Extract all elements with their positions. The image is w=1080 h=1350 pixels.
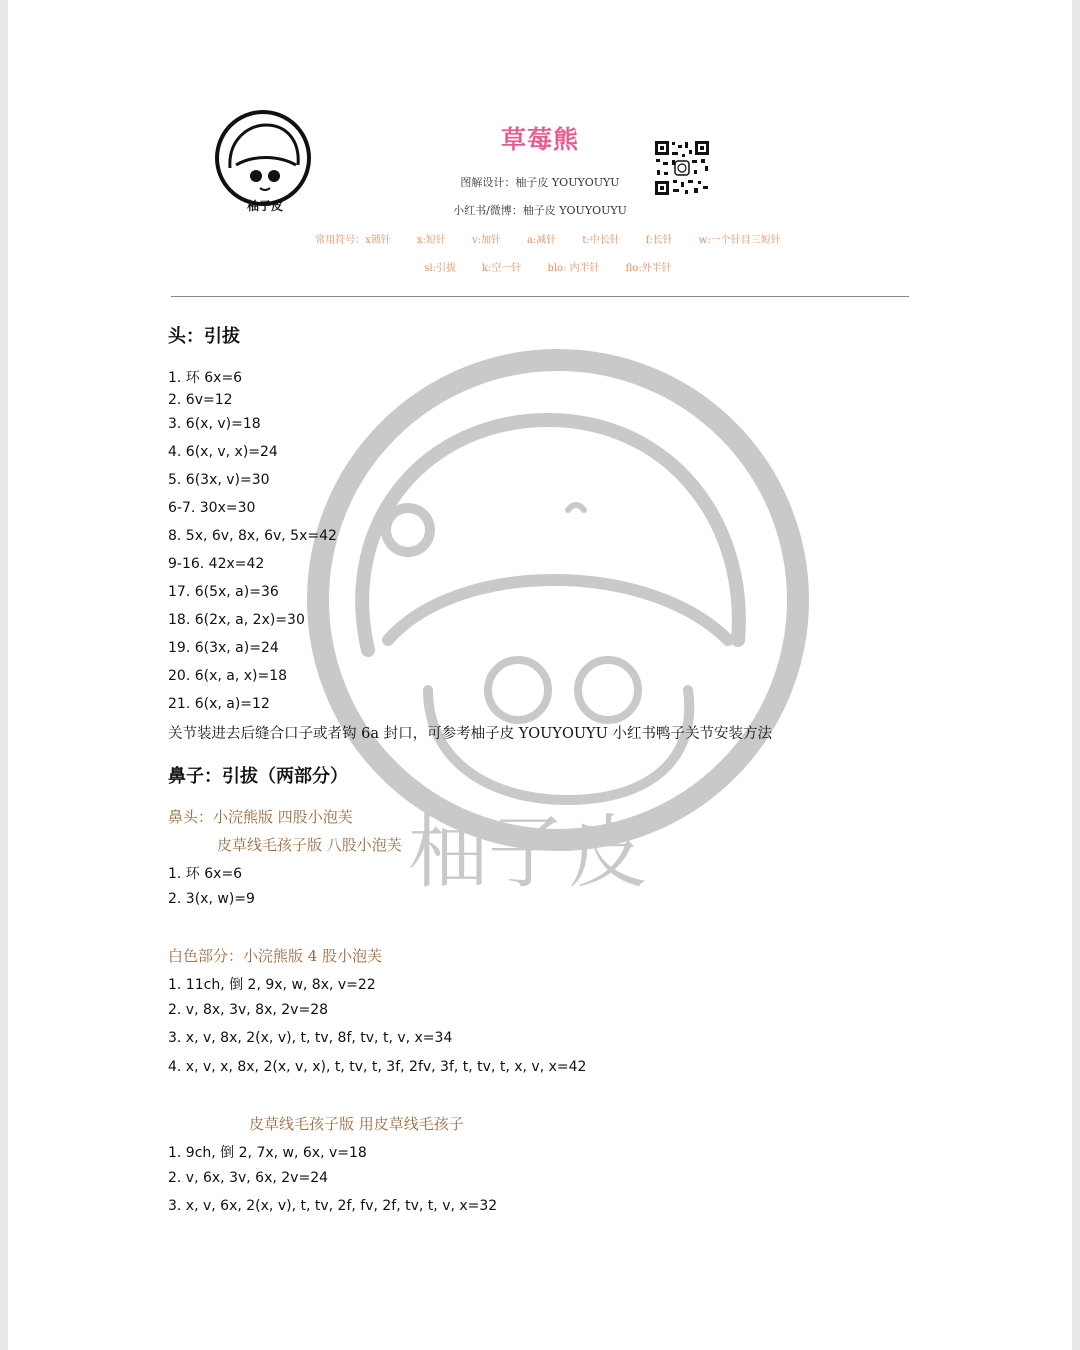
symbol-entry: blo: 内半针 [547, 263, 600, 274]
pattern-row: 17. 6(5x, a)=36 [168, 584, 279, 600]
symbol-legend-row-1 [158, 231, 938, 246]
nose-section-heading: 鼻子：引拔（两部分） [168, 766, 348, 787]
head-section-heading: 头：引拔 [168, 326, 240, 347]
qr-code-icon [654, 140, 710, 196]
pattern-row: 2. 6v=12 [168, 392, 233, 408]
pattern-row: 4. 6(x, v, x)=24 [168, 444, 278, 460]
symbol-entry: w:一个针目三短针 [698, 235, 781, 246]
pattern-row: 6-7. 30x=30 [168, 500, 256, 516]
symbol-entry: flo:外半针 [625, 263, 672, 274]
pattern-row: 2. v, 8x, 3v, 8x, 2v=28 [168, 1002, 329, 1018]
pattern-row: 9-16. 42x=42 [168, 556, 265, 572]
symbol-entry: k:空一针 [482, 263, 522, 274]
joint-note: 关节装进去后缝合口子或者钩 6a 封口，可参考柚子皮 YOUYOUYU 小红书鸭子关节安装方法 [168, 726, 772, 742]
pattern-page [8, 0, 1072, 1350]
pattern-row: 21. 6(x, a)=12 [168, 696, 270, 712]
pattern-title: 草莓熊 [500, 125, 579, 154]
pattern-row: 8. 5x, 6v, 8x, 6v, 5x=42 [168, 528, 337, 544]
header-divider [171, 296, 909, 297]
design-credit: 图解设计：柚子皮 YOUYOUYU [460, 176, 620, 189]
symbol-entry: x:短针 [416, 235, 446, 246]
pattern-row: 2. 3(x, w)=9 [168, 891, 255, 907]
pattern-row: 1. 11ch, 倒 2, 9x, w, 8x, v=22 [168, 977, 376, 993]
symbol-entry: 常用符号：x锁针 [315, 235, 391, 246]
pattern-row: 3. x, v, 6x, 2(x, v), t, tv, 2f, fv, 2f, tv, t, v, x=32 [168, 1198, 498, 1214]
pattern-row: 4. x, v, x, 8x, 2(x, v, x), t, tv, t, 3f, 2fv, 3f, t, tv, t, x, v, x=42 [168, 1059, 587, 1075]
pattern-row: 3. 6(x, v)=18 [168, 416, 261, 432]
symbol-entry: v:加针 [471, 235, 501, 246]
symbol-entry: a:减针 [526, 235, 557, 246]
svg-text:柚子皮: 柚子皮 [246, 199, 284, 213]
symbol-entry: sl:引拔 [424, 263, 457, 274]
symbol-entry: t:中长针 [582, 235, 620, 246]
white-part-label: 白色部分：小浣熊版 4 股小泡芙 [168, 947, 383, 965]
pattern-row: 1. 9ch, 倒 2, 7x, w, 6x, v=18 [168, 1145, 367, 1161]
social-credit: 小红书/微博：柚子皮 YOUYOUYU [453, 204, 627, 217]
pattern-row: 20. 6(x, a, x)=18 [168, 668, 288, 684]
nose-tip-alt-label: 皮草线毛孩子版 八股小泡芙 [217, 836, 402, 854]
pattern-row: 19. 6(3x, a)=24 [168, 640, 279, 656]
fur-version-label: 皮草线毛孩子版 用皮草线毛孩子 [249, 1115, 464, 1133]
nose-tip-label: 鼻头：小浣熊版 四股小泡芙 [168, 808, 353, 826]
symbol-entry: f:长针 [645, 235, 673, 246]
pattern-row: 18. 6(2x, a, 2x)=30 [168, 612, 305, 628]
symbol-legend-row-2 [158, 259, 938, 274]
pattern-row: 1. 环 6x=6 [168, 866, 243, 882]
brand-logo [208, 110, 323, 215]
pattern-row: 3. x, v, 8x, 2(x, v), t, tv, 8f, tv, t, v, x=34 [168, 1030, 453, 1046]
pattern-row: 1. 环 6x=6 [168, 370, 243, 386]
pattern-row: 5. 6(3x, v)=30 [168, 472, 270, 488]
svg-text:柚子皮: 柚子皮 [408, 806, 648, 899]
pattern-row: 2. v, 6x, 3v, 6x, 2v=24 [168, 1170, 329, 1186]
